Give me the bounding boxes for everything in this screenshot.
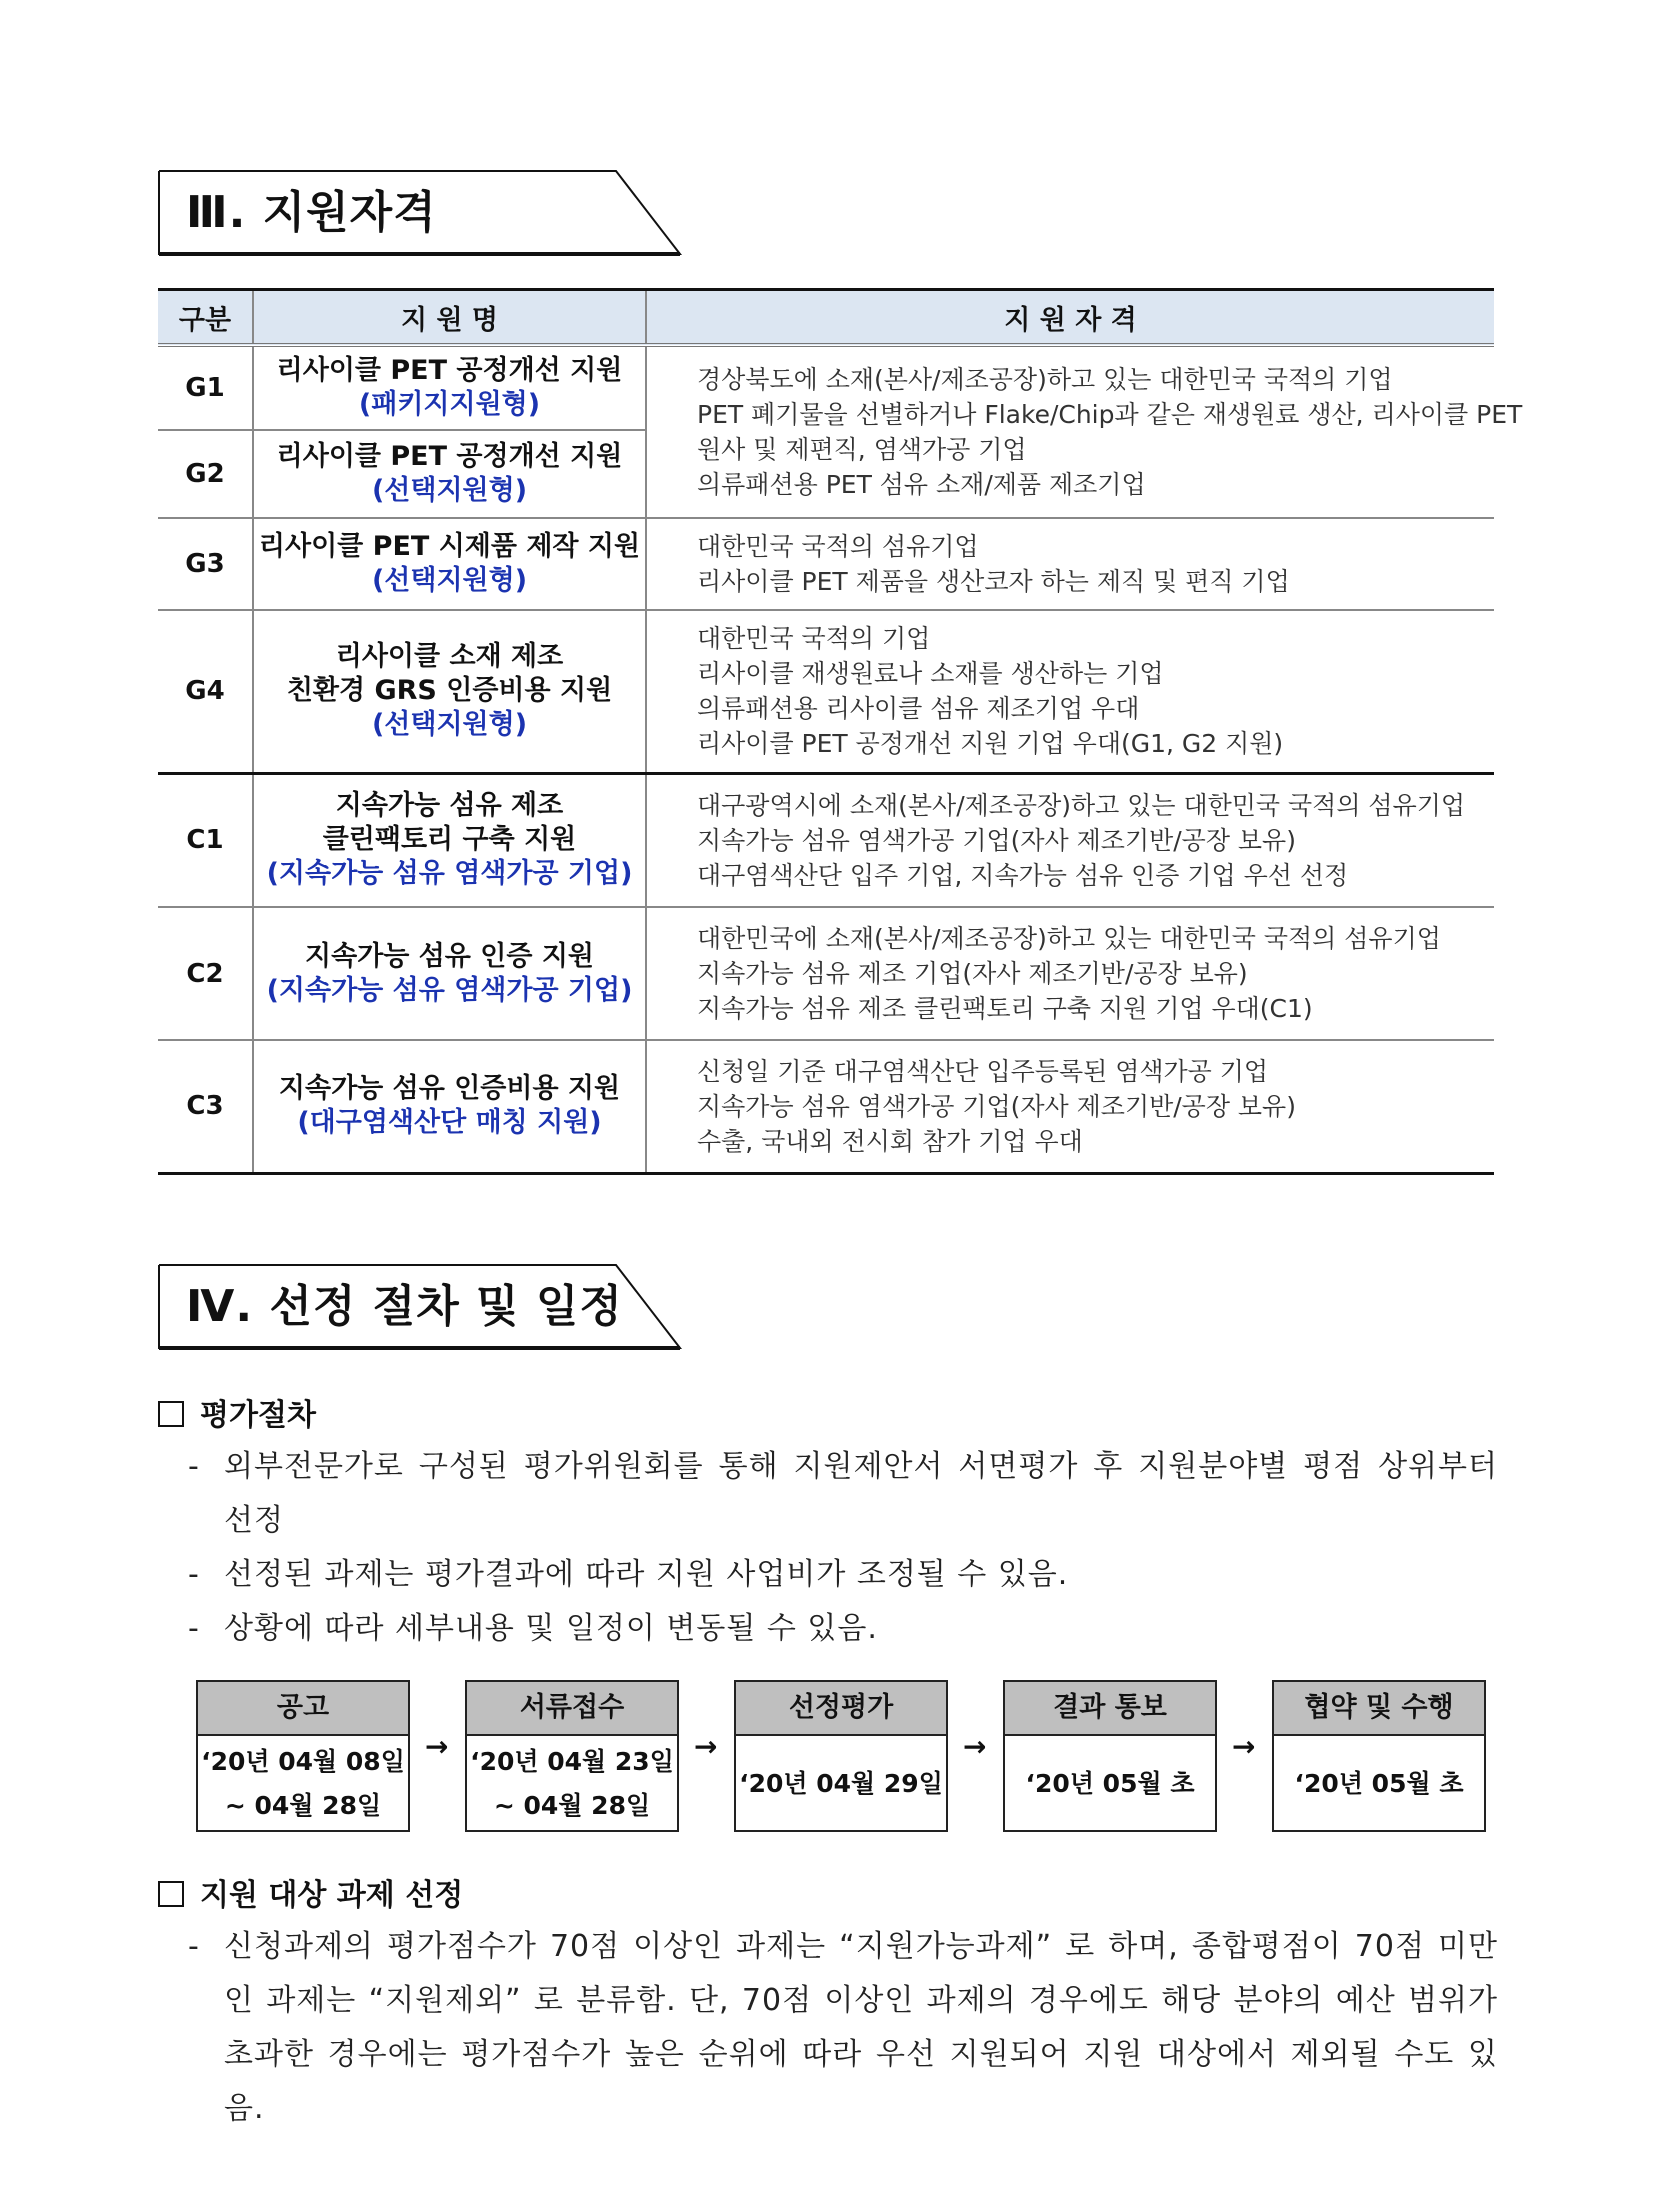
- qualification-table: [158, 288, 1523, 1175]
- row-qualification: 대한민국 국적의 섬유기업 리사이클 PET 제품을 생산코자 하는 제직 및 편직 기업: [646, 518, 1494, 610]
- row-program-name: 지속가능 섬유 인증비용 지원 (대구염색산단 매칭 지원): [253, 1040, 646, 1173]
- section-4-title: Ⅳ. 선정 절차 및 일정: [186, 1281, 623, 1332]
- bullet-dash: -: [188, 1449, 200, 1484]
- section-3-title: Ⅲ. 지원자격: [186, 187, 437, 238]
- flow-step-document-submission: 서류접수 ‘20년 04월 23일 ~ 04월 28일: [465, 1680, 679, 1832]
- table-row: [158, 773, 1494, 907]
- header-program-name: 지 원 명: [253, 290, 646, 346]
- row-code: C3: [158, 1040, 253, 1173]
- table-row: [158, 907, 1494, 1040]
- bullet-dash: -: [188, 1557, 200, 1592]
- eval-bullet: - 외부전문가로 구성된 평가위원회를 통해 지원제안서 서면평가 후 지원분야별 평점 상위부터 선정: [188, 1440, 1498, 1548]
- flow-step-selection-evaluation: 선정평가 ‘20년 04월 29일: [734, 1680, 948, 1832]
- right-arrow-icon: →: [425, 1730, 449, 1763]
- row-qualification: 대한민국 국적의 기업 리사이클 재생원료나 소재를 생산하는 기업 의류패션용 리사이클 섬유 제조기업 우대 리사이클 PET 공정개선 지원 기업 우대(G1, G2 지원): [646, 610, 1494, 773]
- row-program-type: (선택지원형): [371, 565, 528, 596]
- row-program-type: (지속가능 섬유 염색가공 기업): [266, 858, 633, 890]
- flow-step-agreement: 협약 및 수행 ‘20년 05월 초: [1272, 1680, 1486, 1832]
- eval-bullet: - 선정된 과제는 평가결과에 따라 지원 사업비가 조정될 수 있음.: [188, 1548, 1498, 1602]
- table-row: [158, 518, 1494, 610]
- selection-bullet: - 신청과제의 평가점수가 70점 이상인 과제는 “지원가능과제” 로 하며, 종합평점이 70점 미만인 과제는 “지원제외” 로 분류함. 단, 70점 이상인 과제의 경우에도 해당 분야의 예산 범위가 초과한 경우에는 평가점수가 높은 순위에 따라 우선 지원되어 지원 대상에서 제외될 수도 있음.: [188, 1920, 1498, 2136]
- bullet-dash: -: [188, 1611, 200, 1646]
- checkbox-square-icon: [158, 1881, 184, 1907]
- right-arrow-icon: →: [1232, 1730, 1256, 1763]
- row-code: G4: [158, 610, 253, 773]
- row-qualification: 대한민국에 소재(본사/제조공장)하고 있는 대한민국 국적의 섬유기업 지속가능 섬유 제조 기업(자사 제조기반/공장 보유) 지속가능 섬유 제조 클린팩토리 구축 지원 기업 우대(C1): [646, 907, 1494, 1040]
- row-qualification: 경상북도에 소재(본사/제조공장)하고 있는 대한민국 국적의 기업 PET 폐기물을 선별하거나 Flake/Chip과 같은 재생원료 생산, 리사이클 PET 원사 및 제편직, 염색가공 기업 의류패션용 PET 섬유 소재/제품 제조기업: [646, 345, 1494, 518]
- eval-bullet: - 상황에 따라 세부내용 및 일정이 변동될 수 있음.: [188, 1602, 1498, 1656]
- selection-heading: 지원 대상 과제 선정: [158, 1870, 463, 1914]
- right-arrow-icon: →: [963, 1730, 987, 1763]
- row-code: G3: [158, 518, 253, 610]
- row-program-name: 리사이클 PET 시제품 제작 지원 (선택지원형): [253, 518, 646, 610]
- row-program-name: 지속가능 섬유 인증 지원 (지속가능 섬유 염색가공 기업): [253, 907, 646, 1040]
- eval-heading: 평가절차: [158, 1390, 316, 1434]
- flow-step-announcement: 공고 ‘20년 04월 08일 ~ 04월 28일: [196, 1680, 410, 1832]
- row-program-name: 지속가능 섬유 제조 클린팩토리 구축 지원 (지속가능 섬유 염색가공 기업): [253, 773, 646, 907]
- header-category: 구분: [158, 290, 253, 346]
- table-header-row: [158, 290, 1494, 346]
- table-row: [158, 1040, 1494, 1173]
- row-code: G1: [158, 345, 253, 430]
- row-program-type: (선택지원형): [371, 475, 528, 506]
- table-row: [158, 345, 1494, 430]
- row-program-name: 리사이클 PET 공정개선 지원 (패키지지원형): [253, 345, 646, 430]
- row-code: G2: [158, 430, 253, 518]
- row-program-name: 리사이클 소재 제조 친환경 GRS 인증비용 지원 (선택지원형): [253, 610, 646, 773]
- row-code: C1: [158, 773, 253, 907]
- section-4-header: [158, 1264, 682, 1350]
- right-arrow-icon: →: [694, 1730, 718, 1763]
- row-program-type: (대구염색산단 매칭 지원): [297, 1107, 602, 1139]
- bullet-dash: -: [188, 1929, 200, 1964]
- row-qualification: 신청일 기준 대구염색산단 입주등록된 염색가공 기업 지속가능 섬유 염색가공 기업(자사 제조기반/공장 보유) 수출, 국내외 전시회 참가 기업 우대: [646, 1040, 1494, 1173]
- flow-step-result-notice: 결과 통보 ‘20년 05월 초: [1003, 1680, 1217, 1832]
- header-qualification: 지 원 자 격: [646, 290, 1494, 346]
- row-program-type: (패키지지원형): [358, 389, 541, 420]
- row-program-name: 리사이클 PET 공정개선 지원 (선택지원형): [253, 430, 646, 518]
- row-code: C2: [158, 907, 253, 1040]
- checkbox-square-icon: [158, 1401, 184, 1427]
- table-row: [158, 610, 1494, 773]
- row-qualification: 대구광역시에 소재(본사/제조공장)하고 있는 대한민국 국적의 섬유기업 지속가능 섬유 염색가공 기업(자사 제조기반/공장 보유) 대구염색산단 입주 기업, 지속가능 섬유 인증 기업 우선 선정: [646, 773, 1494, 907]
- row-program-type: (선택지원형): [371, 709, 528, 741]
- row-program-type: (지속가능 섬유 염색가공 기업): [266, 974, 633, 1006]
- section-3-header: [158, 170, 682, 256]
